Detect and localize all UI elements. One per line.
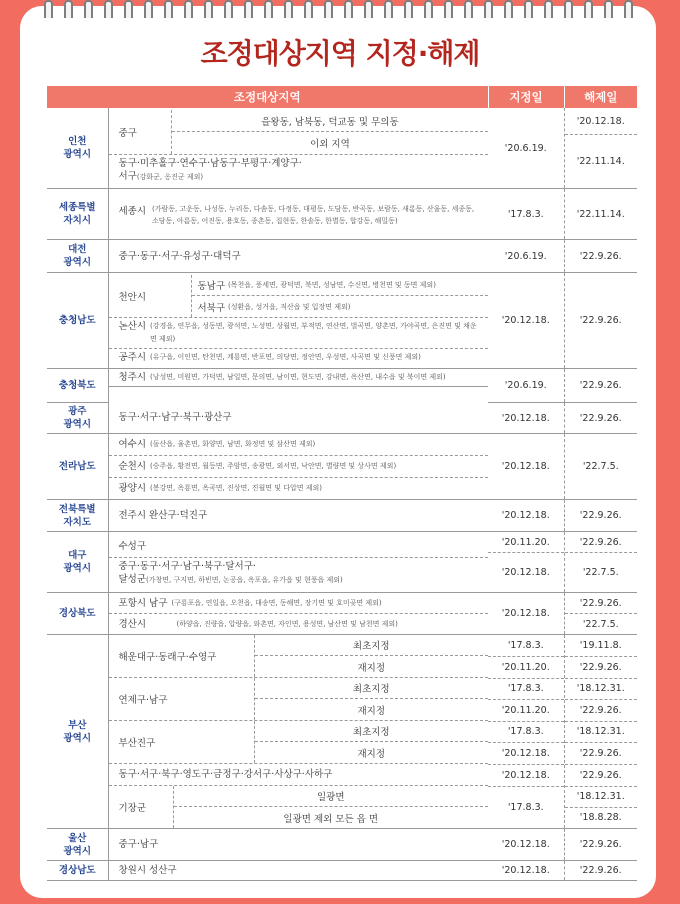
binding-ring [64,0,73,18]
table-row [47,434,637,500]
area-list: 전주시 완산구·덕진구 [108,500,488,532]
release-date: '22.9.26. [564,861,637,881]
table-row [47,108,637,189]
binding-ring [144,0,153,18]
designation-date: '20.12.18. [488,593,564,635]
binding-ring [204,0,213,18]
area-name: 세종시 [118,205,147,217]
area-list: 중구·동구·서구·유성구·대덕구 [108,240,488,273]
release-date: '18.12.31. [565,678,638,699]
release-date: '22.9.26. [565,699,638,721]
designation-date: '20.12.18. [488,500,564,532]
header-designation: 지정일 [488,86,564,108]
release-date: '22.9.26. [565,656,638,678]
binding-ring [404,0,413,18]
area-name: 부산진구 [118,738,156,749]
region-chungnam: 충청남도 [47,273,108,369]
area-name: 수성구 [118,540,147,552]
area-note: (구룡포읍, 연일읍, 오천읍, 대송면, 동해면, 장기면 및 호미곶면 제외) [171,598,382,607]
binding-ring [264,0,273,18]
region-jeonbuk: 전북특별 자치도 [47,500,108,532]
area-note: (봉강면, 옥룡면, 옥곡면, 진상면, 진월면 및 다압면 제외) [150,484,322,492]
region-gyeongnam: 경상남도 [47,861,108,881]
table-row [47,532,637,593]
region-sejong: 세종특별 자치시 [47,189,108,240]
release-date: '22.9.26. [564,273,637,369]
designation-date: '20.12.18. [488,742,564,764]
binding-ring [344,0,353,18]
area-note: (낭성면, 미원면, 가덕면, 남일면, 문의면, 남이면, 현도면, 강내면, 옥산면, 내수읍 및 북이면 제외) [150,373,446,381]
region-daegu: 대구 광역시 [47,532,108,593]
binding-ring [184,0,193,18]
binding-ring [124,0,133,18]
designation-date: '17.8.3. [488,678,564,699]
table-row [47,829,637,861]
area-list: 중구·남구 [108,829,488,861]
designation-date: '17.8.3. [488,721,564,742]
region-gwangju: 광주 광역시 [47,403,108,434]
designation-date: '20.6.19. [488,369,564,403]
designation-date: '20.12.18. [488,861,564,881]
sub-area: 일광면 제외 모든 읍 면 [174,806,489,828]
release-date: '18.8.28. [565,807,638,828]
area-note: (돌산읍, 율촌면, 화양면, 남면, 화정면 및 삼산면 제외) [150,440,316,448]
table-row [47,593,637,635]
designation-date: '20.12.18. [488,552,564,592]
designation-type: 최초지정 [352,727,390,738]
area-name: 기장군 [118,803,147,814]
area-name: 공주시 [118,352,147,363]
release-date: '22.9.26. [564,369,637,403]
header-area: 조정대상지역 [47,86,488,108]
binding-ring [504,0,513,18]
release-date: '19.11.8. [579,640,622,651]
designation-date: '20.11.20. [488,699,564,721]
table-row [47,861,637,881]
binding-ring [424,0,433,18]
designation-date: '17.8.3. [488,189,564,240]
binding-ring [244,0,253,18]
area-name: 중구 [118,128,137,139]
binding-ring [84,0,93,18]
release-date: '22.9.26. [565,742,638,764]
area-name: 순천시 [118,461,147,472]
binding-ring [544,0,553,18]
designation-date: '20.12.18. [488,434,564,500]
release-date: '22.9.26. [579,536,622,548]
binding-ring [44,0,53,18]
release-date: '22.9.26. [564,403,637,434]
binding-ring [564,0,573,18]
header-release: 해제일 [564,86,637,108]
sub-area: 일광면 [316,792,345,803]
region-gyeongbuk: 경상북도 [47,593,108,635]
designation-date: '20.6.19. [488,240,564,273]
area-name: 연제구·남구 [118,695,168,706]
release-date: '22.9.26. [579,597,622,609]
area-name: 서구 [118,171,137,182]
table-row [47,189,637,240]
release-date: '22.9.26. [565,764,638,786]
designation-type: 재지정 [255,698,489,720]
area-note: (승주읍, 황전면, 월등면, 주암면, 송광면, 외서면, 낙안면, 별량면 및 상사면 제외) [150,462,397,470]
binding-ring [624,0,633,18]
designation-date: '20.11.20. [488,656,564,678]
binding-ring [164,0,173,18]
page-title: 조정대상지역 지정·해제 [200,37,480,70]
sub-area: 을왕동, 남북동, 덕교동 및 무의동 [261,116,399,128]
release-date: '20.12.18. [576,115,625,127]
regulated-area-table [47,86,637,881]
region-busan: 부산 광역시 [47,635,108,829]
binding-ring [364,0,373,18]
designation-type: 최초지정 [352,684,390,695]
binding-ring [484,0,493,18]
area-list: 중구·동구·서구·남구·북구·달서구· [118,560,256,572]
table-row [47,500,637,532]
binding-ring [304,0,313,18]
designation-date: '17.8.3. [507,640,544,651]
area-list: 동구·미추홀구·연수구·남동구·부평구·계양구· [118,158,302,169]
table-header [47,86,637,108]
release-date: '22.7.5. [564,434,637,500]
spiral-binding [44,0,636,18]
binding-ring [444,0,453,18]
designation-type: 최초지정 [352,641,390,652]
area-name: 해운대구·동래구·수영구 [118,652,217,663]
area-name: 포항시 남구 [118,597,168,609]
area-list: 동구·서구·남구·북구·광산구 [108,403,488,434]
designation-date: '20.12.18. [488,273,564,369]
area-name: 동남구 [197,281,226,292]
region-daejeon: 대전 광역시 [47,240,108,273]
area-note: (강화군, 옹진군 제외) [136,173,204,181]
release-date: '22.9.26. [564,240,637,273]
area-note: (가창면, 구지면, 하빈면, 논공읍, 옥포읍, 유가읍 및 현풍읍 제외) [146,575,343,584]
area-note: (하양읍, 진량읍, 압량읍, 와촌면, 자인면, 용성면, 남산면 및 남천면 제외) [176,619,398,628]
table-row [47,635,637,829]
area-name: 논산시 [118,321,147,332]
designation-date: '17.8.3. [488,786,564,828]
area-name: 달성군 [118,573,147,585]
binding-ring [584,0,593,18]
binding-ring [384,0,393,18]
designation-date: '20.12.18. [488,403,564,434]
area-name: 여수시 [118,439,147,450]
release-date: '22.11.14. [564,189,637,240]
table-row [47,403,637,434]
region-incheon: 인천 광역시 [47,108,108,189]
binding-ring [604,0,613,18]
release-date: '18.12.31. [565,721,638,742]
release-date: '22.9.26. [564,500,637,532]
designation-type: 재지정 [255,655,489,677]
designation-date: '20.6.19. [488,108,564,189]
region-ulsan: 울산 광역시 [47,829,108,861]
binding-ring [284,0,293,18]
release-date: '22.7.5. [565,613,638,634]
designation-type: 재지정 [255,741,489,763]
designation-date: '20.12.18. [488,764,564,786]
area-name: 청주시 [118,372,147,383]
binding-ring [524,0,533,18]
area-list: 창원시 성산구 [108,861,488,881]
designation-date: '20.12.18. [488,829,564,861]
binding-ring [224,0,233,18]
region-jeonnam: 전라남도 [47,434,108,500]
table-row [47,240,637,273]
table-row [47,273,637,369]
binding-ring [104,0,113,18]
area-list: 동구·서구·북구·영도구·금정구·강서구·사상구·사하구 [109,763,489,785]
table-row [47,369,637,403]
designation-date: '20.11.20. [501,536,550,548]
area-name: 천안시 [118,292,147,303]
region-chungbuk: 충청북도 [47,369,108,403]
release-date: '22.7.5. [565,552,638,592]
area-name: 경산시 [118,618,147,630]
binding-ring [464,0,473,18]
release-date: '22.9.26. [564,829,637,861]
area-note: (유구읍, 이인면, 탄천면, 계룡면, 반포면, 의당면, 정안면, 우성면, 사곡면 및 신풍면 제외) [150,353,421,361]
binding-ring [324,0,333,18]
sub-area: 이외 지역 [172,131,488,154]
area-name: 광양시 [118,483,147,494]
area-note: (성환읍, 성거읍, 직산읍 및 입장면 제외) [228,302,351,311]
release-date: '22.11.14. [565,134,638,188]
area-name: 서북구 [197,302,226,314]
area-note: (목천읍, 풍세면, 광덕면, 북면, 성남면, 수신면, 병천면 및 동면 제외) [228,281,436,289]
area-note: (가람동, 고운동, 나성동, 누리동, 다솜동, 다정동, 대평동, 도담동, 반곡동, 보람동, 새롬동, 산울동, 세종동, 소담동, 아름동, 어진동, 용호동, 종촌동, 집현동, 한솔동, 한별동, 합강동, 해밀동) [152,204,475,225]
release-date: '18.12.31. [565,786,638,807]
area-note: (강경읍, 연무읍, 성동면, 광석면, 노성면, 상월면, 부적면, 연산면, 벌곡면, 양촌면, 가야곡면, 은진면 및 채운면 제외) [150,322,477,343]
